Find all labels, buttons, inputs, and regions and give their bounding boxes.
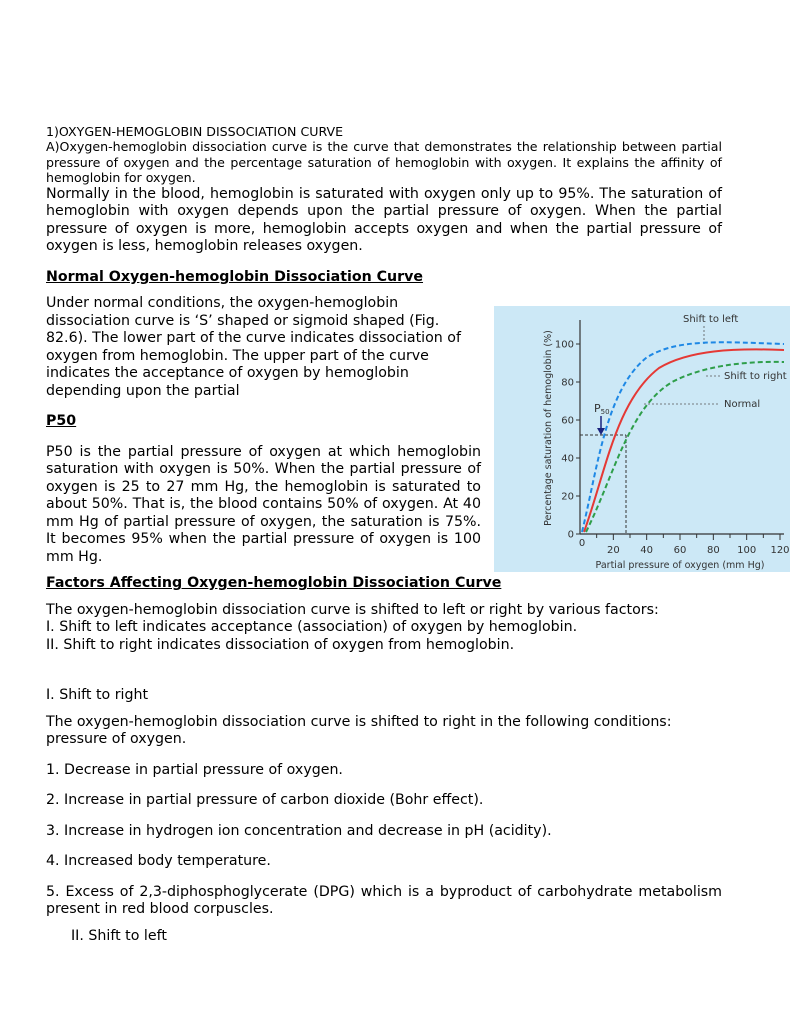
x-tick-label: 120 <box>770 545 790 556</box>
y-tick-label: 80 <box>561 377 574 389</box>
shift-right-label: Shift to right <box>724 371 787 382</box>
x-axis-label: Partial pressure of oxygen (mm Hg) <box>595 560 765 571</box>
y-tick-label: 0 <box>567 529 574 541</box>
y-tick-label: 20 <box>561 491 574 503</box>
shift-right-item-3: 3. Increase in hydrogen ion concentration and decrease in pH (acidity). <box>46 822 552 839</box>
shift-right-item-2: 2. Increase in partial pressure of carbon dioxide (Bohr effect). <box>46 792 484 809</box>
y-axis-label: Percentage saturation of hemoglobin (%) <box>543 330 554 526</box>
normal-saturation-paragraph: Normally in the blood, hemoglobin is saturated with oxygen only up to 95%. The saturation of hemoglobin with oxygen depends upon the partial pressure of oxygen. When the partial pressure of oxygen is more, hemoglobin accepts oxygen and when the partial pressure of oxygen is less, hemoglobin releases oxygen. <box>46 185 722 255</box>
x-tick-label: 40 <box>640 545 654 556</box>
normal-curve-heading: Normal Oxygen-hemoglobin Dissociation Curve <box>46 268 424 285</box>
factors-point-1: I. Shift to left indicates acceptance (association) of oxygen by hemoglobin. <box>46 619 578 636</box>
p50-heading: P50 <box>46 413 77 430</box>
definition-paragraph: A)Oxygen-hemoglobin dissociation curve is the curve that demonstrates the relationship between partial pressure of oxygen and the percentage saturation of hemoglobin with oxygen. It explains the affinity of hemoglobin for oxygen. <box>46 139 722 186</box>
y-tick-label: 60 <box>561 415 574 427</box>
shift-right-intro: The oxygen-hemoglobin dissociation curve is shifted to right in the following conditions: pressure of oxygen. <box>46 713 672 748</box>
document-page <box>46 124 790 945</box>
x-tick-label: 60 <box>673 545 687 556</box>
y-tick-label: 100 <box>554 339 574 351</box>
shift-right-item-5: 5. Excess of 2,3-diphosphoglycerate (DPG) which is a byproduct of carbohydrate metabolism present in red blood corpuscles. <box>46 883 722 918</box>
x-tick-label: 100 <box>737 545 757 556</box>
p50-label: P50 <box>594 402 610 416</box>
figure-background <box>494 306 790 572</box>
shift-right-item-1: 1. Decrease in partial pressure of oxygen. <box>46 761 343 778</box>
factors-heading: Factors Affecting Oxygen-hemoglobin Dissociation Curve <box>46 575 502 592</box>
factors-intro: The oxygen-hemoglobin dissociation curve is shifted to left or right by various factors: <box>46 601 659 618</box>
shift-right-heading: I. Shift to right <box>46 687 149 704</box>
factors-point-2: II. Shift to right indicates dissociation of oxygen from hemoglobin. <box>46 636 515 653</box>
p50-paragraph: P50 is the partial pressure of oxygen at which hemoglobin saturation with oxygen is 50%. When the partial pressure of oxygen is 25 to 27 mm Hg, the hemoglobin is saturated to about 50%. That is, the blood contains 50% of oxygen. At 40 mm Hg of partial pressure of oxygen, the saturation is 75%. It becomes 95% when the partial pressure of oxygen is 100 mm Hg. <box>46 443 481 565</box>
shift-right-item-4: 4. Increased body temperature. <box>46 853 271 870</box>
normal-curve-paragraph: Under normal conditions, the oxygen-hemoglobin dissociation curve is ‘S’ shaped or sigmoid shaped (Fig. 82.6). The lower part of the curve indicates dissociation of oxygen from hemoglobin. The upper part of the curve indicates the acceptance of oxygen by hemoglobin depending upon the partial <box>46 295 461 399</box>
y-tick-label: 40 <box>561 453 574 465</box>
normal-label: Normal <box>724 399 761 410</box>
section-title: 1)OXYGEN-HEMOGLOBIN DISSOCIATION CURVE <box>46 124 344 139</box>
x-tick-label: 20 <box>606 545 620 556</box>
x-origin-label: 0 <box>578 538 586 549</box>
dissociation-curve-figure <box>494 306 790 572</box>
shift-left-label: Shift to left <box>683 314 739 325</box>
x-tick-label: 80 <box>706 545 720 556</box>
shift-left-heading: II. Shift to left <box>71 927 167 944</box>
